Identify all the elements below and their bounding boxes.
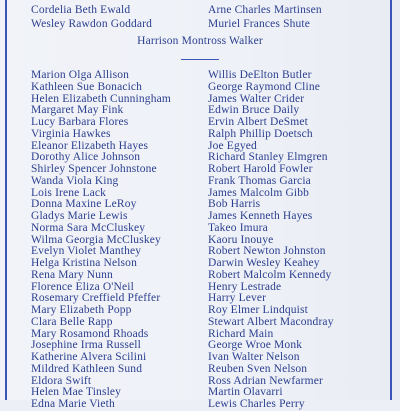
list-item: Joe Egyed — [208, 139, 257, 152]
list-item: George Raymond Cline — [208, 80, 321, 93]
list-item: Ross Adrian Newfarmer — [208, 374, 323, 387]
list-item: Mary Elizabeth Popp — [31, 304, 132, 316]
list-item: Martin Olavarri — [208, 386, 283, 399]
list-item: Roy Elmer Lindquist — [208, 304, 308, 316]
list-item: Reuben Sven Nelson — [208, 362, 308, 375]
list-item: Harry Lever — [208, 292, 267, 305]
list-item: Ralph Phillip Doetsch — [208, 127, 313, 140]
list-item: Mildred Kathleen Sund — [31, 362, 143, 375]
list-item: Florence Eliza O'Neil — [31, 280, 134, 293]
list-item: Rena Mary Nunn — [31, 268, 113, 281]
page-border-left — [5, 0, 7, 400]
top-left-name: Cordelia Beth Ewald — [31, 4, 131, 16]
list-item: Rosemary Creffield Pfeffer — [31, 292, 161, 305]
center-name: Harrison Montross Walker — [137, 35, 263, 47]
list-item: Henry Lestrade — [208, 280, 282, 293]
list-item: Edwin Bruce Daily — [208, 104, 300, 117]
list-item: Josephine Irma Russell — [31, 339, 141, 352]
list-item: Gladys Marie Lewis — [31, 210, 128, 222]
top-right-name: Arne Charles Martinsen — [208, 4, 322, 16]
list-item: Robert Harold Fowler — [208, 163, 313, 175]
list-item: Helga Kristina Nelson — [31, 257, 137, 269]
list-item: Darwin Wesley Keahey — [208, 257, 320, 269]
list-item: Robert Malcolm Kennedy — [208, 268, 332, 281]
list-item: Lewis Charles Perry — [208, 398, 305, 410]
list-item: Lois Irene Lack — [31, 186, 107, 199]
list-item: Marion Olga Allison — [31, 69, 130, 81]
list-item: Wanda Viola King — [31, 174, 119, 187]
list-item: Kathleen Sue Bonacich — [31, 80, 143, 93]
list-item: Frank Thomas Garcia — [208, 174, 311, 187]
list-item: Eldora Swift — [31, 374, 92, 387]
list-item: Helen Mae Tinsley — [31, 386, 122, 399]
list-item: Katherine Alvera Scilini — [31, 351, 147, 363]
list-item: Bob Harris — [208, 198, 261, 211]
list-item: James Kenneth Hayes — [208, 210, 313, 222]
list-item: James Malcolm Gibb — [208, 186, 310, 199]
list-item: Margaret May Fink — [31, 104, 124, 117]
list-item: George Wroe Monk — [208, 339, 303, 352]
list-item: Ivan Walter Nelson — [208, 351, 300, 363]
top-left-name: Wesley Rawdon Goddard — [31, 18, 153, 30]
list-item: Wilma Georgia McCluskey — [31, 233, 161, 246]
list-item: Kaoru Inouye — [208, 233, 274, 246]
list-item: Eleanor Elizabeth Hayes — [31, 139, 149, 152]
list-item: James Walter Crider — [208, 92, 305, 105]
list-item: Edna Marie Vieth — [31, 398, 115, 410]
list-item: Richard Stanley Elmgren — [208, 151, 328, 164]
list-item: Shirley Spencer Johnstone — [31, 163, 157, 175]
list-item: Evelyn Violet Manthey — [31, 245, 142, 258]
list-item: Virginia Hawkes — [31, 127, 111, 140]
list-item: Lucy Barbara Flores — [31, 116, 129, 128]
list-item: Donna Maxine LeRoy — [31, 198, 137, 211]
list-item: Helen Elizabeth Cunningham — [31, 92, 171, 105]
section-divider — [181, 59, 219, 60]
list-item: Clara Belle Rapp — [31, 315, 113, 328]
list-item: Ervin Albert DeSmet — [208, 116, 308, 128]
list-item: Takeo Imura — [208, 221, 268, 234]
list-item: Mary Rosamond Rhoads — [31, 327, 149, 340]
list-item: Richard Main — [208, 327, 274, 340]
page-border-right — [390, 0, 392, 400]
list-item: Norma Sara McCluskey — [31, 221, 146, 234]
list-item: Stewart Albert Macondray — [208, 315, 334, 328]
list-item: Robert Newton Johnston — [208, 245, 326, 258]
list-item: Dorothy Alice Johnson — [31, 151, 141, 164]
top-right-name: Muriel Frances Shute — [208, 18, 311, 30]
list-item: Willis DeElton Butler — [208, 69, 312, 81]
